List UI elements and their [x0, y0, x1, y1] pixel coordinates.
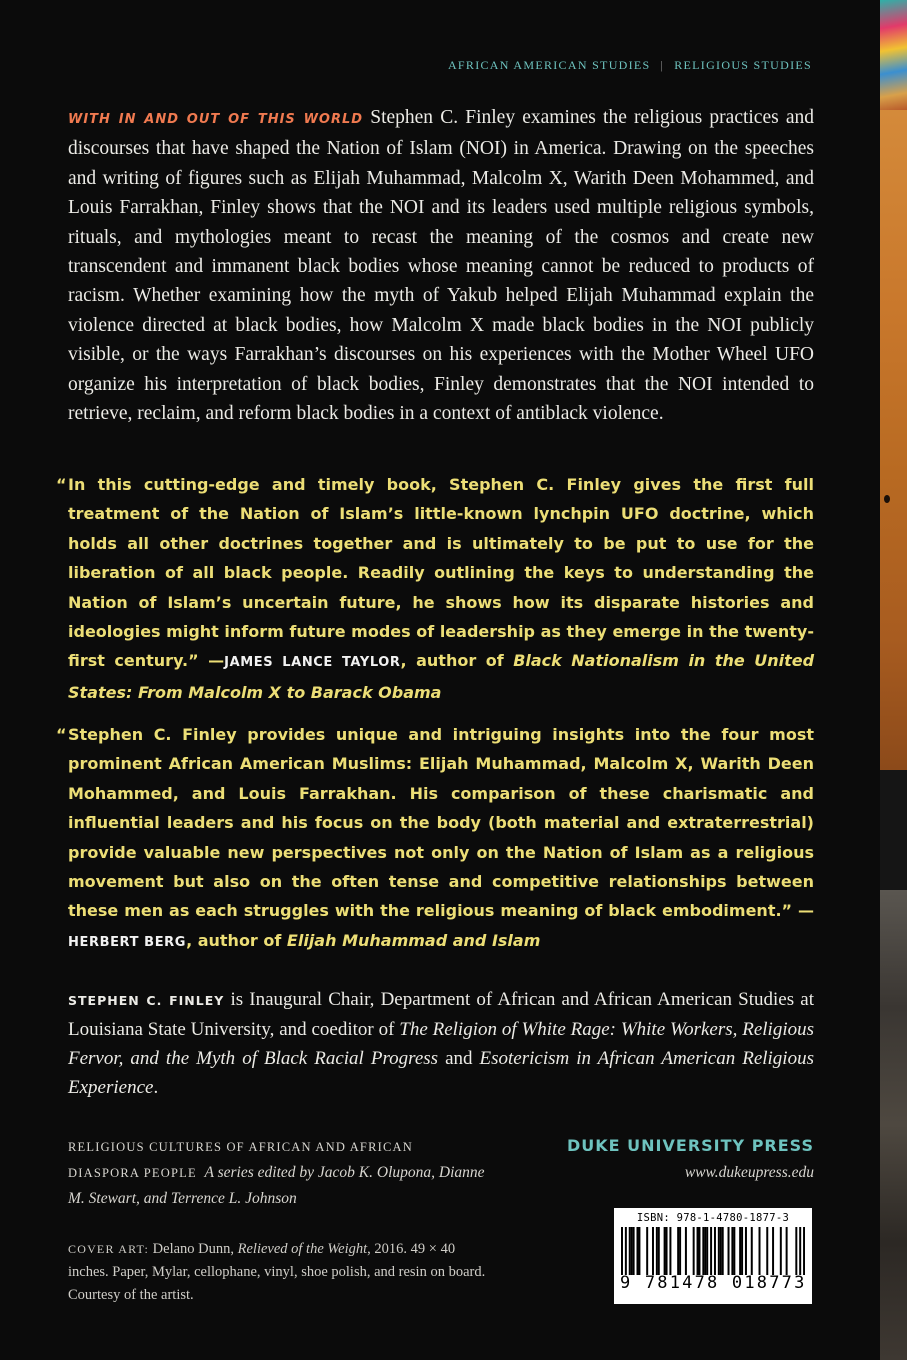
- barcode-bar: [720, 1227, 722, 1275]
- barcode-bar: [706, 1227, 708, 1275]
- barcode-bar: [704, 1227, 706, 1275]
- art-band-photo: [880, 890, 907, 1360]
- isbn-label: ISBN: 978-1-4780-1877-3: [636, 1212, 790, 1224]
- publisher-block: [567, 1134, 814, 1188]
- barcode-bar: [631, 1227, 633, 1275]
- bio-book-2: Esotericism in African American Religious Experience: [68, 1048, 814, 1098]
- barcode-bar: [731, 1227, 733, 1275]
- bio-and: and: [438, 1048, 480, 1069]
- barcode-bar: [780, 1227, 782, 1275]
- barcode-bar: [697, 1227, 699, 1275]
- barcode-bar: [745, 1227, 747, 1275]
- bio-text: is Inaugural Chair, Department of African and African American Studies at Louisiana State University, and coeditor of: [68, 989, 814, 1040]
- quote-book-title: Black Nationalism in the United States: From Malcolm X to Barack Obama: [68, 651, 815, 702]
- barcode-bar: [728, 1227, 730, 1275]
- barcode-bar: [733, 1227, 735, 1275]
- barcode-bar: [772, 1227, 774, 1275]
- quote-text: In this cutting-edge and timely book, Stephen C. Finley gives the first full treatment of the Nation of Islam’s little-known lynchpin UFO doctrine, which holds all other doctrines together and is ultimately to be put to use for the liberation of all black people. Readily outlining the keys to understanding the Nation of Islam’s uncertain future, he shows how its disparate histories and ideologies might inform future modes of leadership as they emerge in the twenty-first century.”: [68, 475, 814, 671]
- quote-author-of: , author of: [400, 651, 514, 671]
- barcode-bar: [656, 1227, 658, 1275]
- cover-art-strip: [880, 0, 907, 1360]
- art-mark: [884, 495, 890, 503]
- category-separator: |: [660, 58, 665, 72]
- quote-book-title: Elijah Muhammad and Islam: [286, 930, 541, 950]
- barcode-bar: [795, 1227, 797, 1275]
- credits-label: COVER ART:: [68, 1242, 150, 1256]
- endorsement-quote: [56, 470, 815, 707]
- series-editors: A series edited by Jacob K. Olupona, Dianne M. Stewart, and Terrence L. Johnson: [68, 1164, 485, 1207]
- art-band-orange: [880, 110, 907, 770]
- barcode-bar: [636, 1227, 638, 1275]
- barcode-bar: [629, 1227, 631, 1275]
- credits-details: , 2016. 49 × 40 inches. Paper, Mylar, cellophane, vinyl, shoe polish, and resin on board. Courtesy of the artist.: [68, 1241, 486, 1303]
- series-name: RELIGIOUS CULTURES OF AFRICAN AND AFRICAN DIASPORA PEOPLE: [68, 1140, 413, 1180]
- barcode-bar: [621, 1227, 623, 1275]
- barcode-bar: [693, 1227, 695, 1275]
- barcode-digits: 9 781478 018773: [620, 1273, 807, 1293]
- barcode-bar: [658, 1227, 660, 1275]
- bio-author-name: STEPHEN C. FINLEY: [68, 993, 225, 1008]
- series-info: [68, 1134, 488, 1212]
- art-band-dark: [880, 770, 907, 890]
- barcode-bar: [685, 1227, 687, 1275]
- barcode-bar: [759, 1227, 761, 1275]
- barcode-bar: [722, 1227, 724, 1275]
- barcode-bars: [621, 1227, 805, 1275]
- barcode-bar: [786, 1227, 788, 1275]
- category-religious-studies: RELIGIOUS STUDIES: [674, 58, 812, 72]
- quote-author: HERBERT BERG: [68, 934, 187, 950]
- barcode-bar: [751, 1227, 753, 1275]
- category-african-american-studies: AFRICAN AMERICAN STUDIES: [447, 58, 651, 72]
- barcode-bar: [652, 1227, 654, 1275]
- barcode-bar: [633, 1227, 635, 1275]
- publisher-name: DUKE UNIVERSITY PRESS: [567, 1136, 814, 1155]
- barcode-bar: [625, 1227, 627, 1275]
- barcode-bar: [677, 1227, 679, 1275]
- barcode-bar: [702, 1227, 704, 1275]
- credits-artist: Delano Dunn,: [149, 1241, 238, 1257]
- blurb-text: Stephen C. Finley examines the religious practices and discourses that have shaped the Nation of Islam (NOI) in America. Drawing on the speeches and writing of figures such as Elijah Muhammad, Malcolm X, Warith Deen Mohammed, and Louis Farrakhan, Finley shows that the NOI and its leaders used multiple religious symbols, rituals, and mythologies meant to recast the meaning of the cosmos and create new transcendent and immanent black bodies whose meaning cannot be reduced to products of racism. Whether examining how the myth of Yakub helped Elijah Muhammad explain the violence directed at black bodies, how Malcolm X made black bodies in the NOI publicly visible, or the ways Farrakhan’s discourses on his experiences with the Mother Wheel UFO organize his interpretation of black bodies, Finley demonstrates that the NOI intended to retrieve, reclaim, and reform black bodies in a context of antiblack violence.: [68, 107, 815, 425]
- barcode-bar: [766, 1227, 768, 1275]
- quote-author-of: , author of: [186, 930, 287, 950]
- bio-end: .: [153, 1077, 159, 1098]
- attribution-dash: —: [798, 901, 814, 921]
- barcode-bar: [664, 1227, 666, 1275]
- quote-open-mark: “: [56, 475, 67, 494]
- barcode-bar: [646, 1227, 648, 1275]
- blurb-lead: WITH IN AND OUT OF THIS WORLD: [68, 112, 364, 127]
- endorsement-quote: [56, 720, 814, 957]
- barcode-bar: [669, 1227, 671, 1275]
- barcode-bar: [741, 1227, 743, 1275]
- barcode-bar: [803, 1227, 805, 1275]
- publisher-url[interactable]: www.dukeupress.edu: [684, 1164, 814, 1181]
- description-blurb: [68, 103, 814, 428]
- barcode-bar: [799, 1227, 801, 1275]
- art-band-colorful: [880, 0, 907, 110]
- barcode-bar: [739, 1227, 741, 1275]
- quote-author: JAMES LANCE TAYLOR: [224, 655, 401, 671]
- quote-text: Stephen C. Finley provides unique and intriguing insights into the four most prominent African American Muslims: Elijah Muhammad, Malcolm X, Warith Deen Mohammed, and Louis Farrakhan. His comparison of these charismatic and influential leaders and his focus on the body (both material and extraterrestrial) provide valuable new perspectives not only on the Nation of Islam as a religious movement but also on the often tense and competitive relationships between these men as each struggles with the religious meaning of black embodiment.”: [68, 725, 814, 921]
- attribution-dash: —: [208, 651, 225, 671]
- barcode-bar: [718, 1227, 720, 1275]
- quote-open-mark: “: [56, 725, 67, 744]
- credits-title: Relieved of the Weight: [237, 1241, 368, 1257]
- barcode-bar: [679, 1227, 681, 1275]
- cover-art-credits: [68, 1238, 488, 1307]
- barcode-bar: [714, 1227, 716, 1275]
- barcode-bar: [638, 1227, 640, 1275]
- barcode-bar: [666, 1227, 668, 1275]
- barcode-bar: [710, 1227, 712, 1275]
- isbn-barcode: [614, 1208, 812, 1304]
- bio-book-1: The Religion of White Rage: White Workers, Religious Fervor, and the Myth of Black Racial Progress: [68, 1019, 814, 1069]
- subject-categories: [448, 58, 812, 73]
- author-bio: [68, 985, 814, 1102]
- barcode-bar: [698, 1227, 700, 1275]
